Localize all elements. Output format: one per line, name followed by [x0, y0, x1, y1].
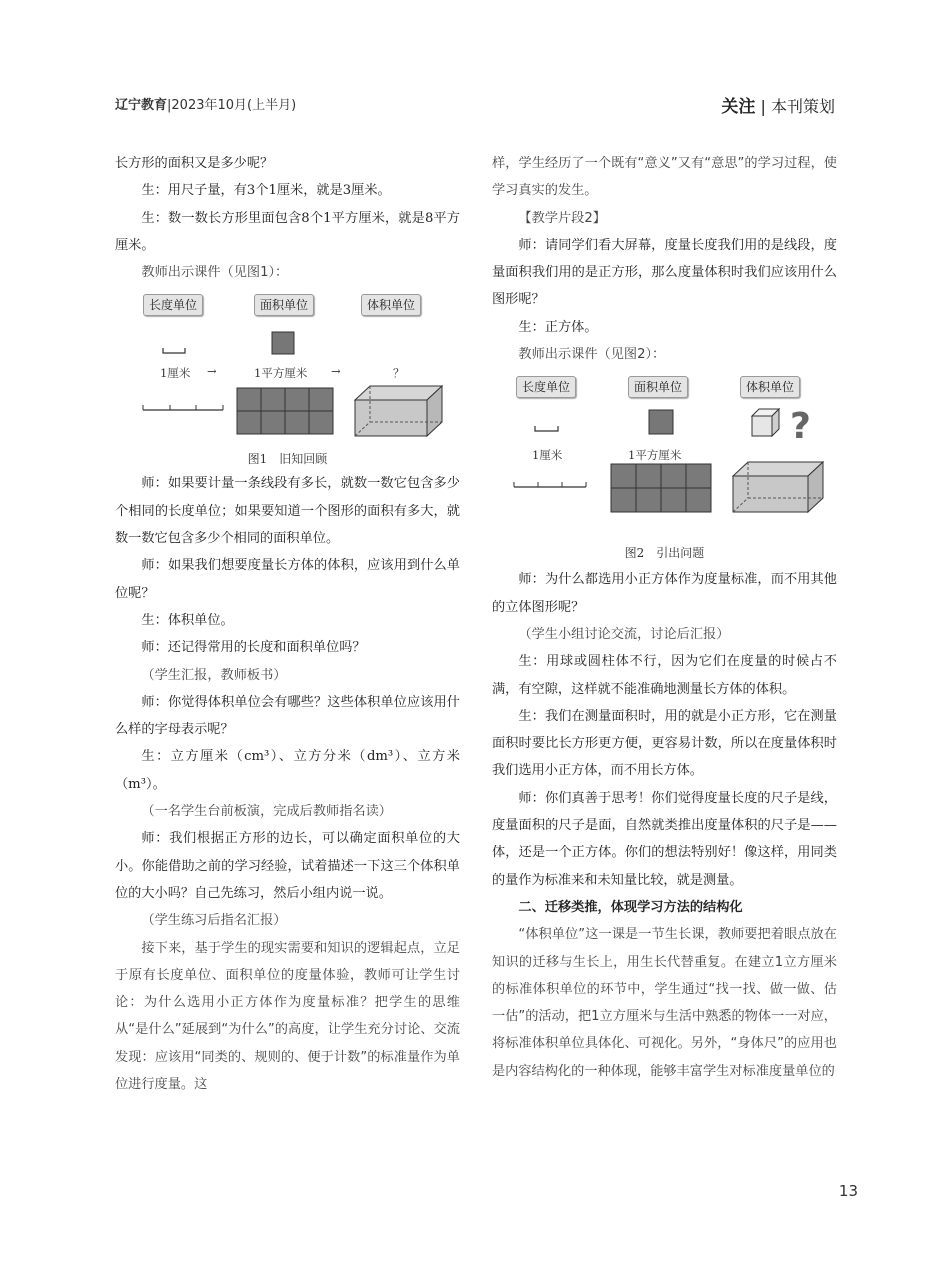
paragraph: 长方形的面积又是多少呢？ [115, 156, 274, 171]
issue-date: 2023年10月(上半月) [171, 98, 297, 113]
figure-2 [492, 372, 837, 564]
header-divider: | [755, 97, 771, 116]
left-column [115, 150, 460, 1098]
fig1-area-unit-label: 面积单位 [254, 294, 314, 316]
paragraph: 师：还记得常用的长度和面积单位吗？ [141, 640, 366, 656]
paragraph: （学生汇报，教师板书） [141, 667, 287, 683]
paragraph: 生：我们在测量面积时，用的就是小正方形，它在测量面积时要比长方形更方便，更容易计数，所以在度量体积时我们选用小正方体，而不用长方体。 [492, 708, 837, 779]
fig2-segment-ruler [514, 482, 586, 487]
paragraph: 生：数一数长方形里面包含8个1平方厘米，就是8平方厘米。 [115, 210, 460, 253]
paragraph: 教师出示课件（见图1）： [141, 265, 289, 281]
paragraph: 师：你觉得体积单位会有哪些？这些体积单位应该用什么样的字母表示呢？ [115, 694, 460, 738]
paragraph: 【教学片段2】 [518, 210, 606, 226]
paragraph: 样，学生经历了一个既有“意义”又有“意思”的学习过程，使学习真实的发生。 [492, 156, 837, 199]
figure-1 [115, 290, 460, 468]
paragraph: 师：如果我们想要度量长方体的体积，应该用到什么单位呢？ [115, 558, 460, 601]
page-number: 13 [838, 1182, 858, 1200]
fig1-unit-square [272, 332, 294, 354]
fig1-arrow-2: → [331, 364, 341, 379]
fig2-length-unit-label: 长度单位 [516, 376, 576, 398]
fig1-segment-ruler [143, 405, 223, 410]
fig1-cuboid [355, 386, 442, 436]
fig2-unit-square [649, 410, 673, 434]
right-paragraphs-bottom [492, 566, 837, 1085]
fig2-area-unit-label: 面积单位 [628, 376, 688, 398]
paragraph: 师：你们真善于思考！你们觉得度量长度的尺子是线，度量面积的尺子是面，自然就类推出度量体积的尺子是——体，还是一个正方体。你们的想法特别好！像这样，用同类的量作为标准来和未知量比较，就是测量。 [492, 790, 837, 888]
paragraph: 师：我们根据正方形的边长，可以确定面积单位的大小。你能借助之前的学习经验，试着描述一下这三个体积单位的大小吗？自己先练习，然后小组内说一说。 [115, 831, 460, 901]
fig1-length-unit-label: 长度单位 [143, 294, 203, 316]
header-separator: | [167, 98, 172, 113]
fig1-unit-area-label: 1平方厘米 [254, 366, 308, 381]
journal-name: 辽宁教育 [115, 98, 168, 113]
paragraph: 生：体积单位。 [141, 612, 234, 628]
fig2-unit-segment [535, 426, 558, 431]
fig1-arrow-1: → [207, 364, 217, 379]
right-paragraphs-top [492, 150, 837, 368]
svg-text:?: ? [790, 406, 811, 448]
fig2-area-grid [611, 464, 711, 512]
paragraph: 生：正方体。 [518, 319, 598, 335]
paragraph: 教师出示课件（见图2）： [518, 347, 666, 363]
paragraph: （学生小组讨论交流，讨论后汇报） [518, 626, 730, 642]
paragraph: 生：立方厘米（cm³）、立方分米（dm³）、立方米（m³）。 [115, 749, 460, 792]
right-column [492, 150, 837, 1085]
running-header-left [115, 94, 296, 113]
fig2-caption: 图2 引出问题 [624, 546, 705, 561]
fig1-unit-segment [163, 348, 185, 353]
left-paragraphs-top [115, 150, 460, 286]
fig1-unit-length-label: 1厘米 [160, 366, 191, 381]
paragraph: 生：用尺子量，有3个1厘米，就是3厘米。 [141, 183, 391, 199]
fig2-unit-cube [752, 409, 779, 436]
paragraph: 接下来，基于学生的现实需要和知识的逻辑起点，立足于原有长度单位、面积单位的度量体验，教师可让学生讨论：为什么选用小正方体作为度量标准？把学生的思维从“是什么”延展到“为什么”的高度，让学生充分讨论、交流发现：应该用“同类的、规则的、便于计数”的标准量作为单位进行度量。这 [115, 940, 460, 1093]
question-icon [790, 406, 811, 447]
fig2-drawing [492, 402, 837, 562]
left-paragraphs-bottom [115, 470, 460, 1098]
paragraph: 生：用球或圆柱体不行，因为它们在度量的时候占不满，有空隙，这样就不能准确地测量长方体的体积。 [492, 654, 837, 697]
fig1-volume-unit-label: 体积单位 [361, 294, 421, 316]
paragraph: 师：为什么都选用小正方体作为度量标准，而不用其他的立体图形呢？ [492, 572, 837, 615]
fig1-caption: 图1 旧知回顾 [247, 452, 328, 467]
fig2-cuboid [733, 462, 823, 512]
paragraph: 师：请同学们看大屏幕，度量长度我们用的是线段，度量面积我们用的是正方形，那么度量体积时我们应该用什么图形呢？ [492, 237, 837, 308]
paragraph: （一名学生台前板演，完成后教师指名读） [141, 804, 392, 820]
fig2-unit-length-label: 1厘米 [532, 448, 563, 463]
paragraph: 师：如果要计量一条线段有多长，就数一数它包含多少个相同的长度单位；如果要知道一个图形的面积有多大，就数一数它包含多少个相同的面积单位。 [115, 476, 460, 547]
paragraph: “体积单位”这一课是一节生长课，教师要把着眼点放在知识的迁移与生长上，用生长代替重复。在建立1立方厘米的标准体积单位的环节中，学生通过“找一找、做一做、估一估”的活动，把1立方厘米与生活中熟悉的物体一一对应，将标准体积单位具体化、可视化。另外，“身体尺”的应用也是内容结构化的一种体现，能够丰富学生对标准度量单位的 [492, 927, 837, 1079]
fig1-question-mark: ？ [393, 366, 405, 381]
fig1-area-grid [237, 388, 333, 434]
paragraph: 二、迁移类推，体现学习方法的结构化 [518, 899, 743, 915]
fig2-unit-area-label: 1平方厘米 [628, 448, 682, 463]
fig2-volume-unit-label: 体积单位 [740, 376, 800, 398]
section-name: 关注 [721, 97, 756, 117]
paragraph: （学生练习后指名汇报） [141, 913, 287, 929]
column-name: 本刊策划 [770, 97, 835, 116]
running-header-right [721, 92, 835, 117]
